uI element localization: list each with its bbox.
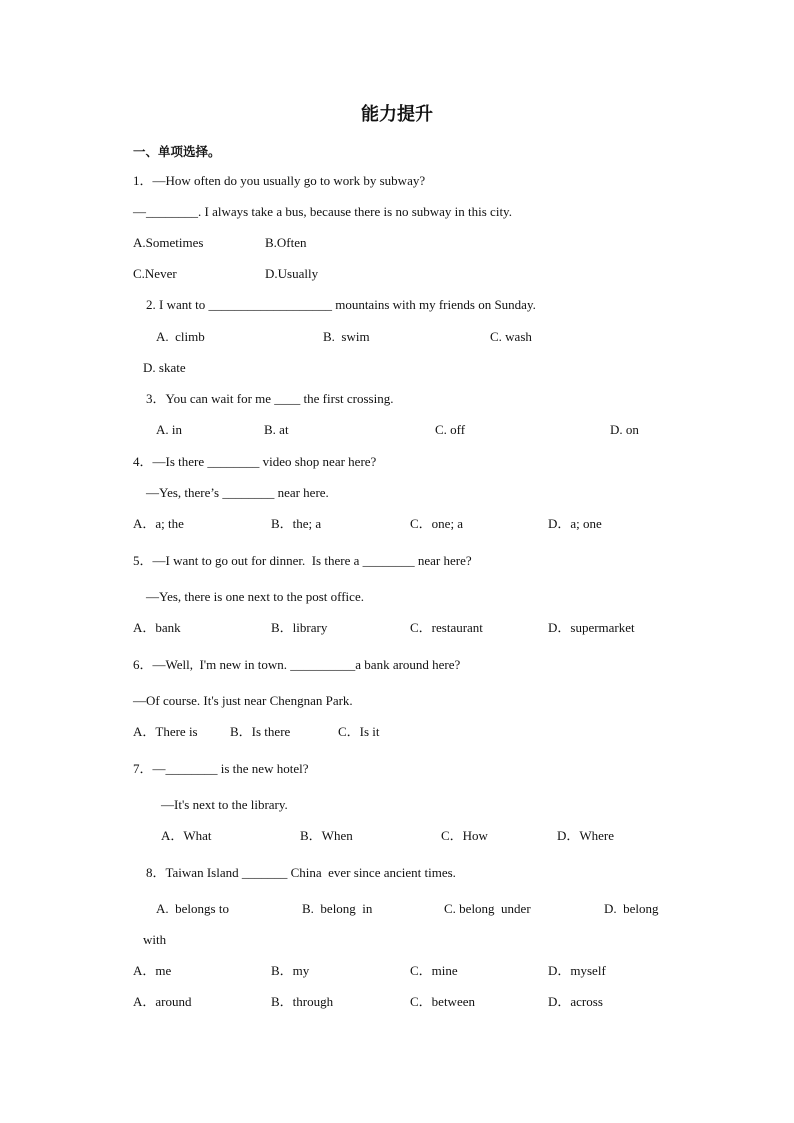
q10-option-c: C．between: [410, 994, 475, 1009]
q5-option-a: A．bank: [133, 620, 181, 635]
q10-option-d: D．across: [548, 994, 603, 1009]
q4-stem: 4．—Is there ________ video shop near here?: [133, 454, 377, 469]
q8-option-d: D. belong: [604, 901, 659, 916]
q6-option-a: A．There is: [133, 724, 198, 739]
q7-option-a: A．What: [161, 828, 212, 843]
q4-option-c: C．one; a: [410, 516, 464, 531]
q1-option-a: A.Sometimes: [133, 235, 204, 250]
section-heading: 一、单项选择。: [133, 144, 221, 159]
q2-stem: 2. I want to ___________________ mountains with my friends on Sunday.: [146, 297, 536, 312]
q8-option-a: A. belongs to: [156, 901, 229, 916]
q7-option-d: D．Where: [557, 828, 615, 843]
q6-reply: —Of course. It's just near Chengnan Park.: [133, 693, 353, 708]
q3-option-b: B. at: [264, 422, 289, 437]
q2-option-a: A. climb: [156, 329, 205, 344]
q8-stem: 8．Taiwan Island _______ China ever since ancient times.: [146, 865, 456, 880]
q6-option-c: C．Is it: [338, 724, 380, 739]
q9-option-c: C．mine: [410, 963, 458, 978]
q1-stem: 1．—How often do you usually go to work by subway?: [133, 173, 426, 188]
q7-reply: —It's next to the library.: [161, 797, 288, 812]
q7-option-c: C．How: [441, 828, 488, 843]
q4-option-b: B．the; a: [271, 516, 322, 531]
q2-option-d: D. skate: [143, 360, 186, 375]
q1-option-b: B.Often: [265, 235, 307, 250]
q3-option-c: C. off: [435, 422, 466, 437]
q4-option-d: D．a; one: [548, 516, 602, 531]
q5-option-c: C．restaurant: [410, 620, 483, 635]
q5-option-b: B．library: [271, 620, 328, 635]
q9-option-d: D．myself: [548, 963, 606, 978]
q9-option-b: B．my: [271, 963, 310, 978]
q3-stem: 3．You can wait for me ____ the first crossing.: [146, 391, 394, 406]
q6-stem: 6．—Well, I'm new in town. __________a bank around here?: [133, 657, 461, 672]
q7-stem: 7．—________ is the new hotel?: [133, 761, 309, 776]
q5-stem: 5．—I want to go out for dinner. Is there a ________ near here?: [133, 553, 472, 568]
q6-option-b: B．Is there: [230, 724, 291, 739]
q1-reply: —________. I always take a bus, because there is no subway in this city.: [133, 204, 512, 219]
q8-option-b: B. belong in: [302, 901, 373, 916]
q2-option-c: C. wash: [490, 329, 532, 344]
q4-reply: —Yes, there’s ________ near here.: [146, 485, 329, 500]
q1-option-d: D.Usually: [265, 266, 319, 281]
q7-option-b: B．When: [300, 828, 353, 843]
q8-option-c: C. belong under: [444, 901, 531, 916]
q10-option-b: B．through: [271, 994, 334, 1009]
page-title: 能力提升: [361, 104, 433, 125]
q3-option-d: D. on: [610, 422, 639, 437]
q5-reply: —Yes, there is one next to the post office.: [146, 589, 364, 604]
q4-option-a: A．a; the: [133, 516, 184, 531]
q5-option-d: D．supermarket: [548, 620, 635, 635]
q8-option-d-wrap: with: [143, 932, 167, 947]
q2-option-b: B. swim: [323, 329, 370, 344]
q1-option-c: C.Never: [133, 266, 177, 281]
q9-option-a: A．me: [133, 963, 172, 978]
q3-option-a: A. in: [156, 422, 182, 437]
q10-option-a: A．around: [133, 994, 192, 1009]
